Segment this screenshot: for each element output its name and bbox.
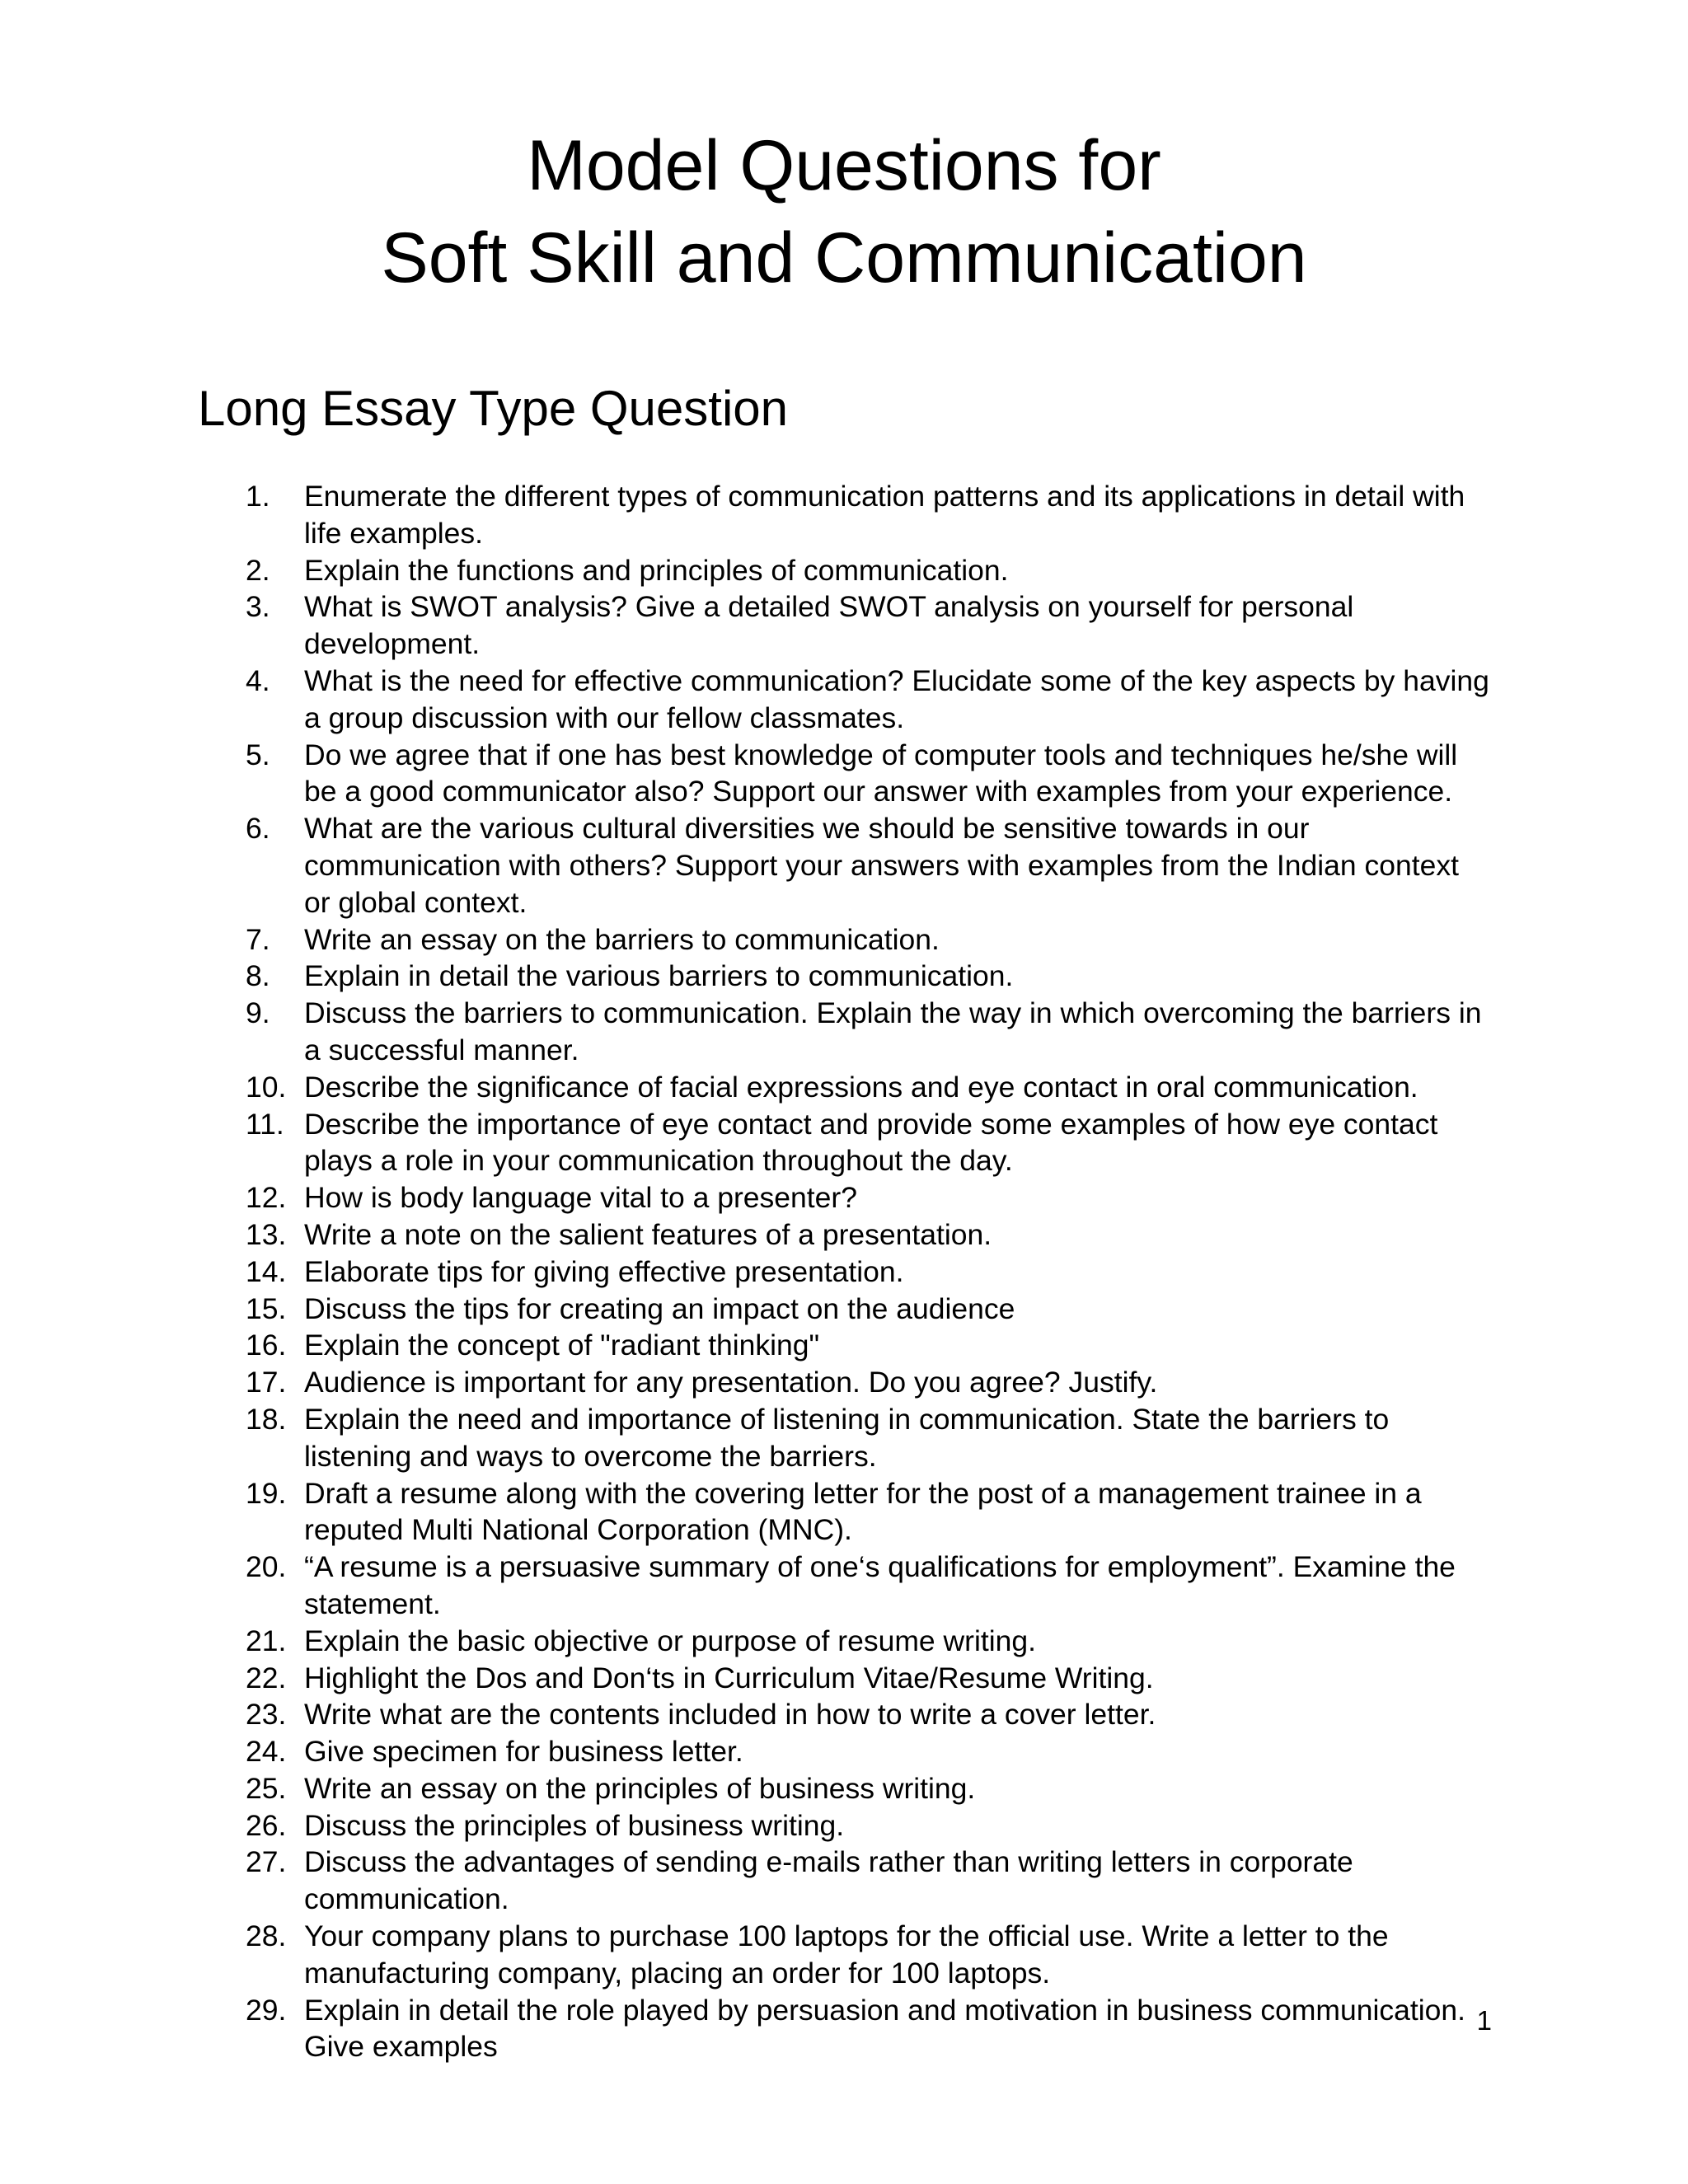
question-number: 3.	[246, 590, 270, 624]
question-text: Discuss the principles of business writing.	[304, 1808, 845, 1842]
question-item	[0, 1254, 1688, 1291]
question-item	[0, 1660, 1688, 1697]
question-text: Draft a resume along with the covering letter for the post of a management trainee in a reputed Multi National Corporation (MNC).	[304, 1476, 1422, 1547]
question-item	[0, 588, 1688, 663]
question-item	[0, 1549, 1688, 1623]
section-heading: Long Essay Type Question	[198, 381, 789, 436]
question-number: 27.	[246, 1845, 287, 1879]
question-item	[0, 1179, 1688, 1216]
question-item	[0, 663, 1688, 737]
question-number: 29.	[246, 1993, 287, 2027]
question-item	[0, 958, 1688, 995]
question-number: 9.	[246, 996, 270, 1030]
question-text: Explain the concept of "radiant thinking"	[304, 1329, 820, 1362]
question-number: 4.	[246, 663, 270, 697]
question-item	[0, 1401, 1688, 1475]
question-item	[0, 1623, 1688, 1660]
question-text: Write an essay on the barriers to communication.	[304, 922, 940, 956]
question-text: Explain in detail the role played by persuasion and motivation in business communication. Give examples	[304, 1993, 1465, 2064]
question-item	[0, 1992, 1688, 2066]
question-number: 20.	[246, 1550, 287, 1584]
question-text: What are the various cultural diversities we should be sensitive towards in our communication with others? Support your answers with examples from the Indian context or global context.	[304, 812, 1459, 919]
question-number: 5.	[246, 738, 270, 771]
question-item	[0, 1475, 1688, 1549]
question-number: 8.	[246, 959, 270, 993]
question-number: 24.	[246, 1735, 287, 1769]
question-number: 13.	[246, 1217, 287, 1251]
question-list	[0, 478, 1688, 2065]
question-number: 10.	[246, 1070, 287, 1104]
question-text: What is SWOT analysis? Give a detailed SWOT analysis on yourself for personal development.	[304, 590, 1354, 661]
question-number: 7.	[246, 922, 270, 956]
question-text: Discuss the advantages of sending e-mails rather than writing letters in corporate communication.	[304, 1845, 1353, 1916]
question-item	[0, 1216, 1688, 1254]
question-number: 12.	[246, 1181, 287, 1215]
question-number: 1.	[246, 480, 270, 513]
question-item	[0, 1106, 1688, 1180]
question-number: 11.	[246, 1107, 284, 1141]
question-number: 23.	[246, 1698, 287, 1732]
question-text: Discuss the barriers to communication. Explain the way in which overcoming the barriers in a successful manner.	[304, 996, 1482, 1066]
question-text: Write a note on the salient features of a presentation.	[304, 1217, 992, 1251]
question-text: What is the need for effective communication? Elucidate some of the key aspects by having a group discussion with our fellow classmates.	[304, 663, 1489, 734]
document-title-line-1: Model Questions for	[527, 126, 1161, 205]
question-text: Elaborate tips for giving effective presentation.	[304, 1254, 904, 1288]
question-number: 26.	[246, 1808, 287, 1842]
question-text: “A resume is a persuasive summary of one‘s qualifications for employment”. Examine the statement.	[304, 1550, 1456, 1620]
question-item	[0, 921, 1688, 958]
question-item	[0, 478, 1688, 552]
question-text: Explain the functions and principles of communication.	[304, 553, 1009, 587]
question-item	[0, 552, 1688, 589]
question-item	[0, 810, 1688, 921]
question-number: 21.	[246, 1624, 287, 1657]
question-item	[0, 1807, 1688, 1844]
question-text: Explain the need and importance of listening in communication. State the barriers to listening and ways to overcome the barriers.	[304, 1402, 1390, 1473]
question-number: 6.	[246, 812, 270, 846]
question-item	[0, 1696, 1688, 1733]
question-item	[0, 737, 1688, 811]
question-item	[0, 1918, 1688, 1992]
question-text: Enumerate the different types of communication patterns and its applications in detail with life examples.	[304, 480, 1465, 550]
question-text: Write an essay on the principles of business writing.	[304, 1771, 976, 1805]
question-item	[0, 1733, 1688, 1770]
question-text: Write what are the contents included in how to write a cover letter.	[304, 1698, 1156, 1732]
question-item	[0, 1291, 1688, 1328]
question-item	[0, 995, 1688, 1069]
question-number: 25.	[246, 1771, 287, 1805]
question-item	[0, 1364, 1688, 1401]
question-number: 28.	[246, 1919, 287, 1953]
question-text: Describe the significance of facial expressions and eye contact in oral communication.	[304, 1070, 1418, 1104]
question-number: 17.	[246, 1366, 287, 1399]
question-item	[0, 1770, 1688, 1807]
question-number: 19.	[246, 1476, 287, 1510]
question-item	[0, 1844, 1688, 1918]
question-number: 14.	[246, 1254, 287, 1288]
question-text: Explain in detail the various barriers to communication.	[304, 959, 1014, 993]
page-number: 1	[1476, 2005, 1492, 2036]
question-text: Give specimen for business letter.	[304, 1735, 743, 1769]
question-text: Highlight the Dos and Don‘ts in Curriculum Vitae/Resume Writing.	[304, 1661, 1154, 1694]
question-number: 18.	[246, 1402, 287, 1436]
question-number: 22.	[246, 1661, 287, 1694]
document-title-line-2: Soft Skill and Communication	[381, 218, 1307, 298]
question-text: How is body language vital to a presenter?	[304, 1181, 857, 1215]
question-text: Discuss the tips for creating an impact on the audience	[304, 1291, 1015, 1325]
question-number: 15.	[246, 1291, 287, 1325]
question-text: Explain the basic objective or purpose of resume writing.	[304, 1624, 1036, 1657]
question-text: Your company plans to purchase 100 laptops for the official use. Write a letter to the manufacturing company, placing an order for 100 laptops.	[304, 1919, 1389, 1990]
question-item	[0, 1069, 1688, 1106]
question-text: Audience is important for any presentation. Do you agree? Justify.	[304, 1366, 1158, 1399]
question-item	[0, 1327, 1688, 1364]
question-number: 16.	[246, 1329, 287, 1362]
question-text: Describe the importance of eye contact and provide some examples of how eye contact plays a role in your communication throughout the day.	[304, 1107, 1438, 1178]
question-number: 2.	[246, 553, 270, 587]
question-text: Do we agree that if one has best knowledge of computer tools and techniques he/she will be a good communicator also? Support our answer with examples from your experience.	[304, 738, 1458, 808]
